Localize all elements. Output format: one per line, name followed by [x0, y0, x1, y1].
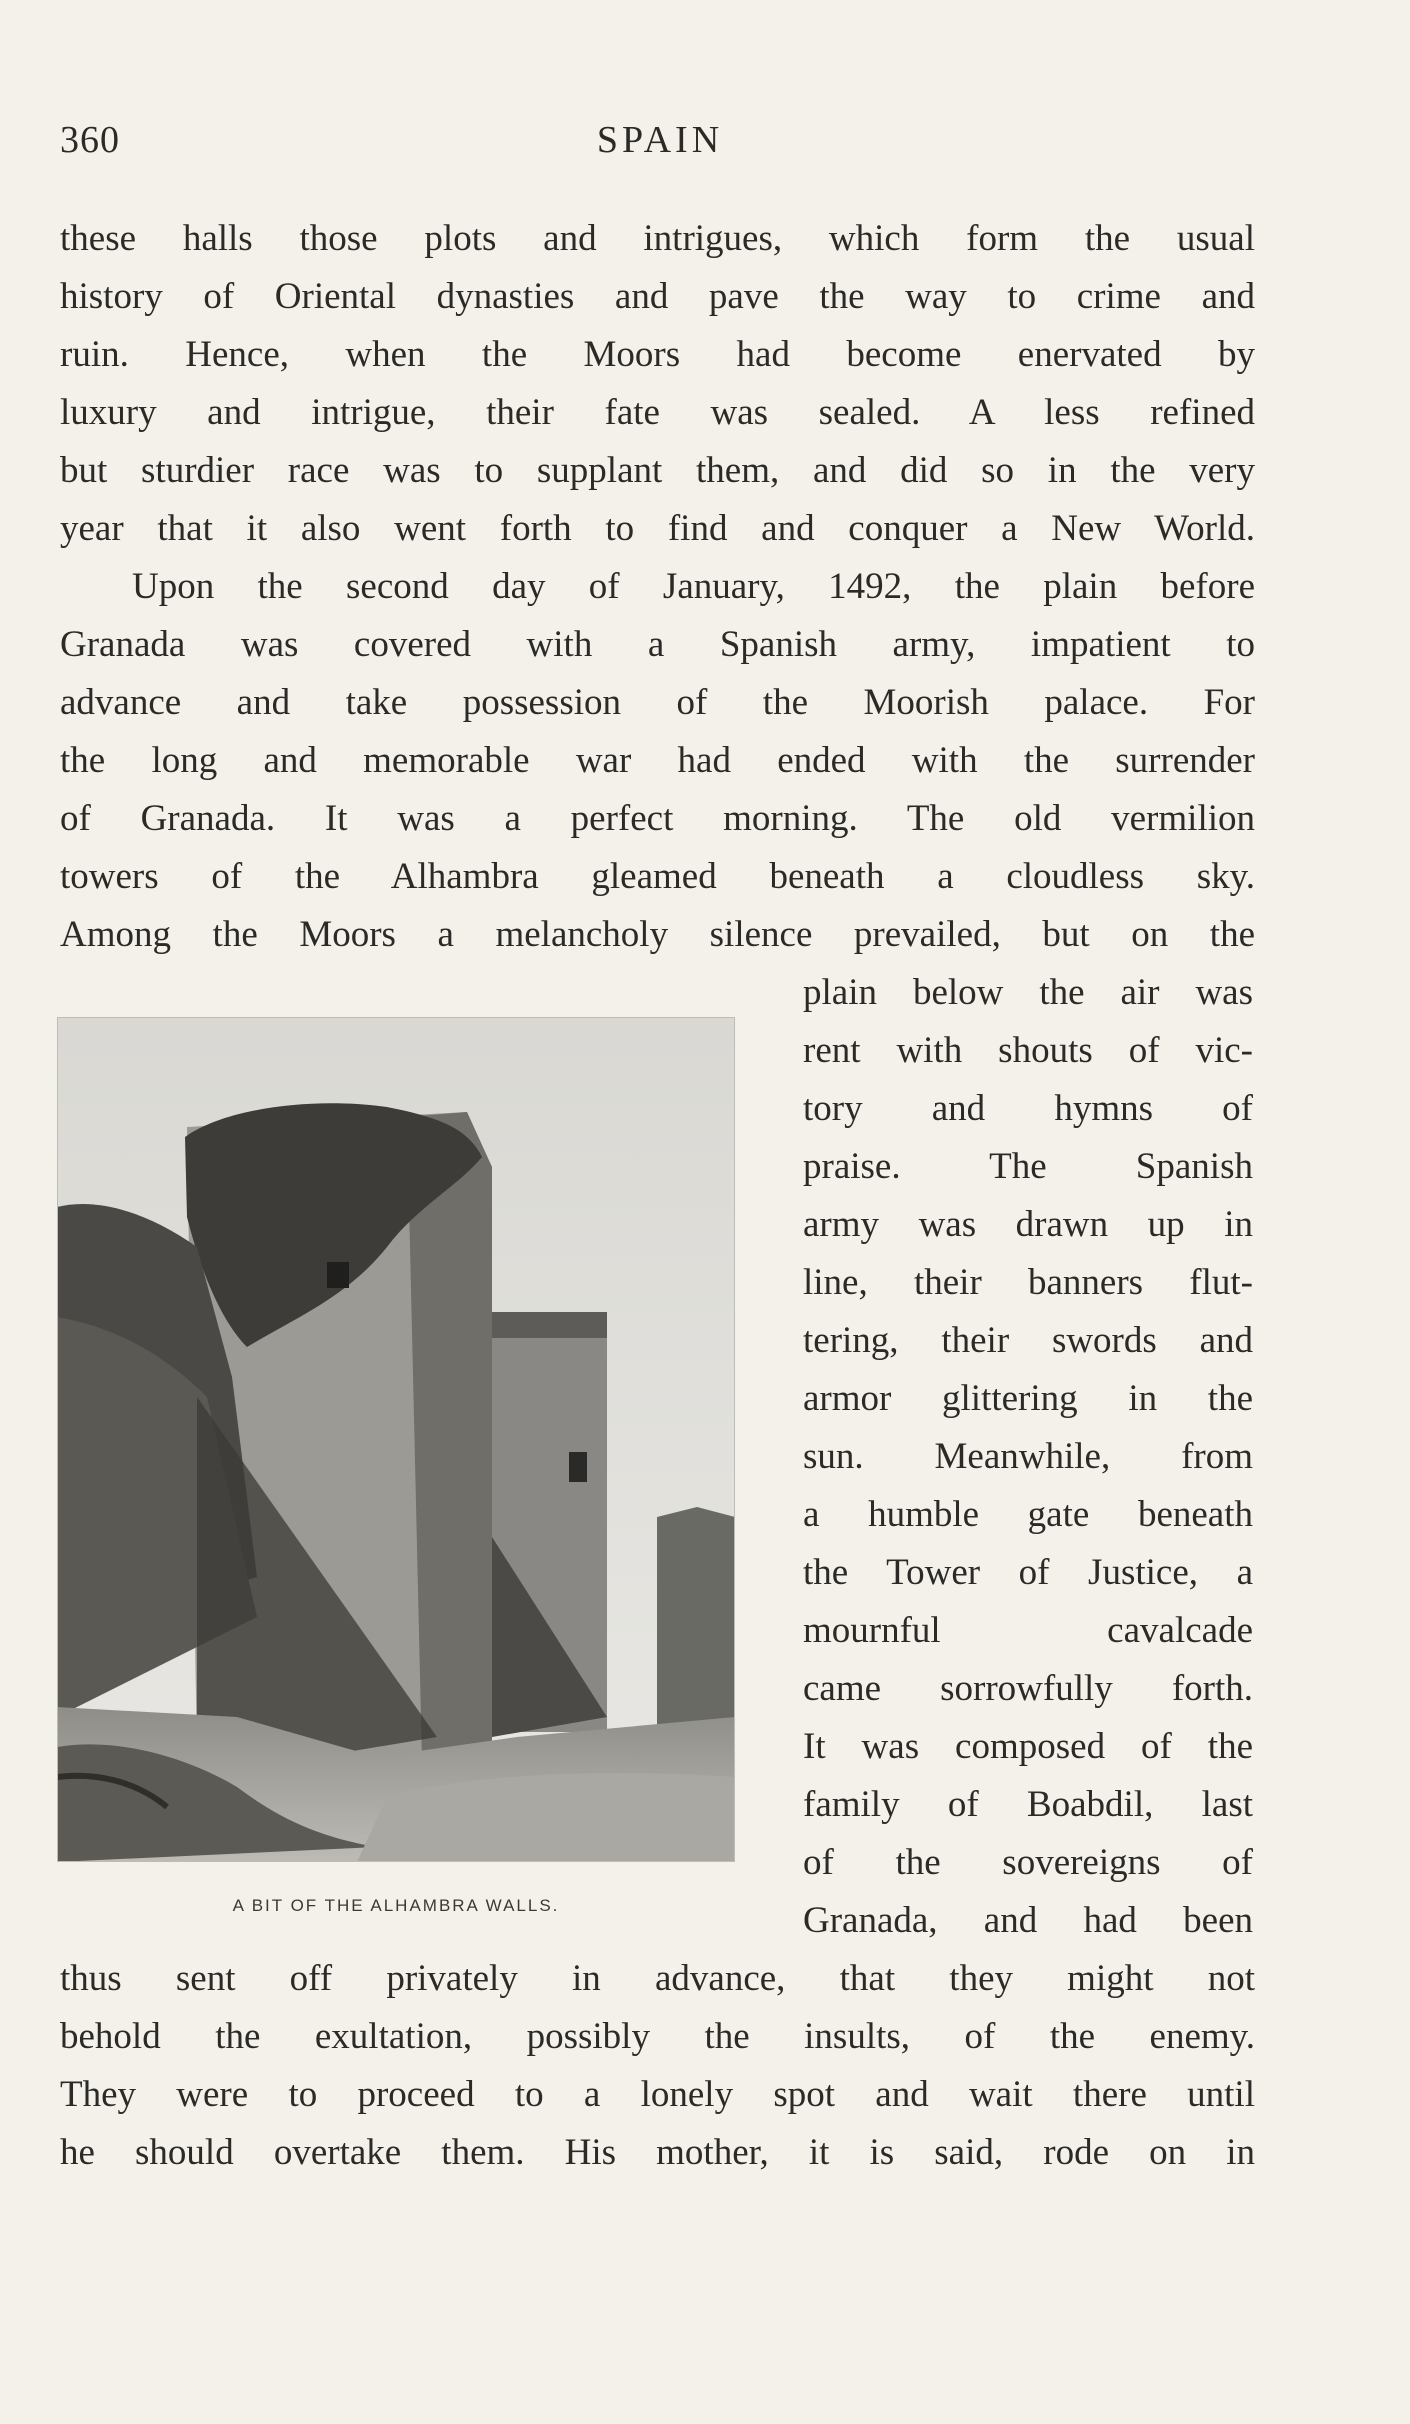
text-line: army was drawn up in: [803, 1204, 1253, 1245]
text-line: tering, their swords and: [803, 1320, 1253, 1361]
text-line: Upon the second day of January, 1492, the plain before: [132, 566, 1255, 607]
text-line: mournful cavalcade: [803, 1610, 1253, 1651]
text-line: he should overtake them. His mother, it is said, rode on in: [60, 2132, 1255, 2173]
text-line: advance and take possession of the Moorish palace. For: [60, 682, 1255, 723]
page-number: 360: [60, 119, 120, 161]
text-line: the Tower of Justice, a: [803, 1552, 1253, 1593]
text-line: history of Oriental dynasties and pave the way to crime and: [60, 276, 1255, 317]
text-line: the long and memorable war had ended with the surrender: [60, 740, 1255, 781]
text-line: praise. The Spanish: [803, 1146, 1253, 1187]
text-line: tory and hymns of: [803, 1088, 1253, 1129]
text-line: towers of the Alhambra gleamed beneath a cloudless sky.: [60, 856, 1255, 897]
alhambra-walls-photo: [57, 1017, 735, 1862]
text-line: thus sent off privately in advance, that they might not: [60, 1958, 1255, 1999]
text-line: rent with shouts of vic-: [803, 1030, 1253, 1071]
text-line: of Granada. It was a perfect morning. The old vermilion: [60, 798, 1255, 839]
text-line: these halls those plots and intrigues, which form the usual: [60, 218, 1255, 259]
text-line: line, their banners flut-: [803, 1262, 1253, 1303]
text-line: Among the Moors a melancholy silence prevailed, but on the: [60, 914, 1255, 955]
text-line: family of Boabdil, last: [803, 1784, 1253, 1825]
text-line: Granada, and had been: [803, 1900, 1253, 1941]
text-line: It was composed of the: [803, 1726, 1253, 1767]
text-line: luxury and intrigue, their fate was sealed. A less refined: [60, 392, 1255, 433]
text-line: a humble gate beneath: [803, 1494, 1253, 1535]
text-line: ruin. Hence, when the Moors had become enervated by: [60, 334, 1255, 375]
text-line: behold the exultation, possibly the insults, of the enemy.: [60, 2016, 1255, 2057]
text-line: but sturdier race was to supplant them, and did so in the very: [60, 450, 1255, 491]
text-line: plain below the air was: [803, 972, 1253, 1013]
running-head: SPAIN: [596, 119, 724, 161]
text-line: of the sovereigns of: [803, 1842, 1253, 1883]
figure-caption: A BIT OF THE ALHAMBRA WALLS.: [232, 1896, 560, 1915]
text-line: Granada was covered with a Spanish army, impatient to: [60, 624, 1255, 665]
text-line: They were to proceed to a lonely spot and wait there until: [60, 2074, 1255, 2115]
text-line: sun. Meanwhile, from: [803, 1436, 1253, 1477]
text-line: came sorrowfully forth.: [803, 1668, 1253, 1709]
text-line: armor glittering in the: [803, 1378, 1253, 1419]
text-line: year that it also went forth to find and conquer a New World.: [60, 508, 1255, 549]
